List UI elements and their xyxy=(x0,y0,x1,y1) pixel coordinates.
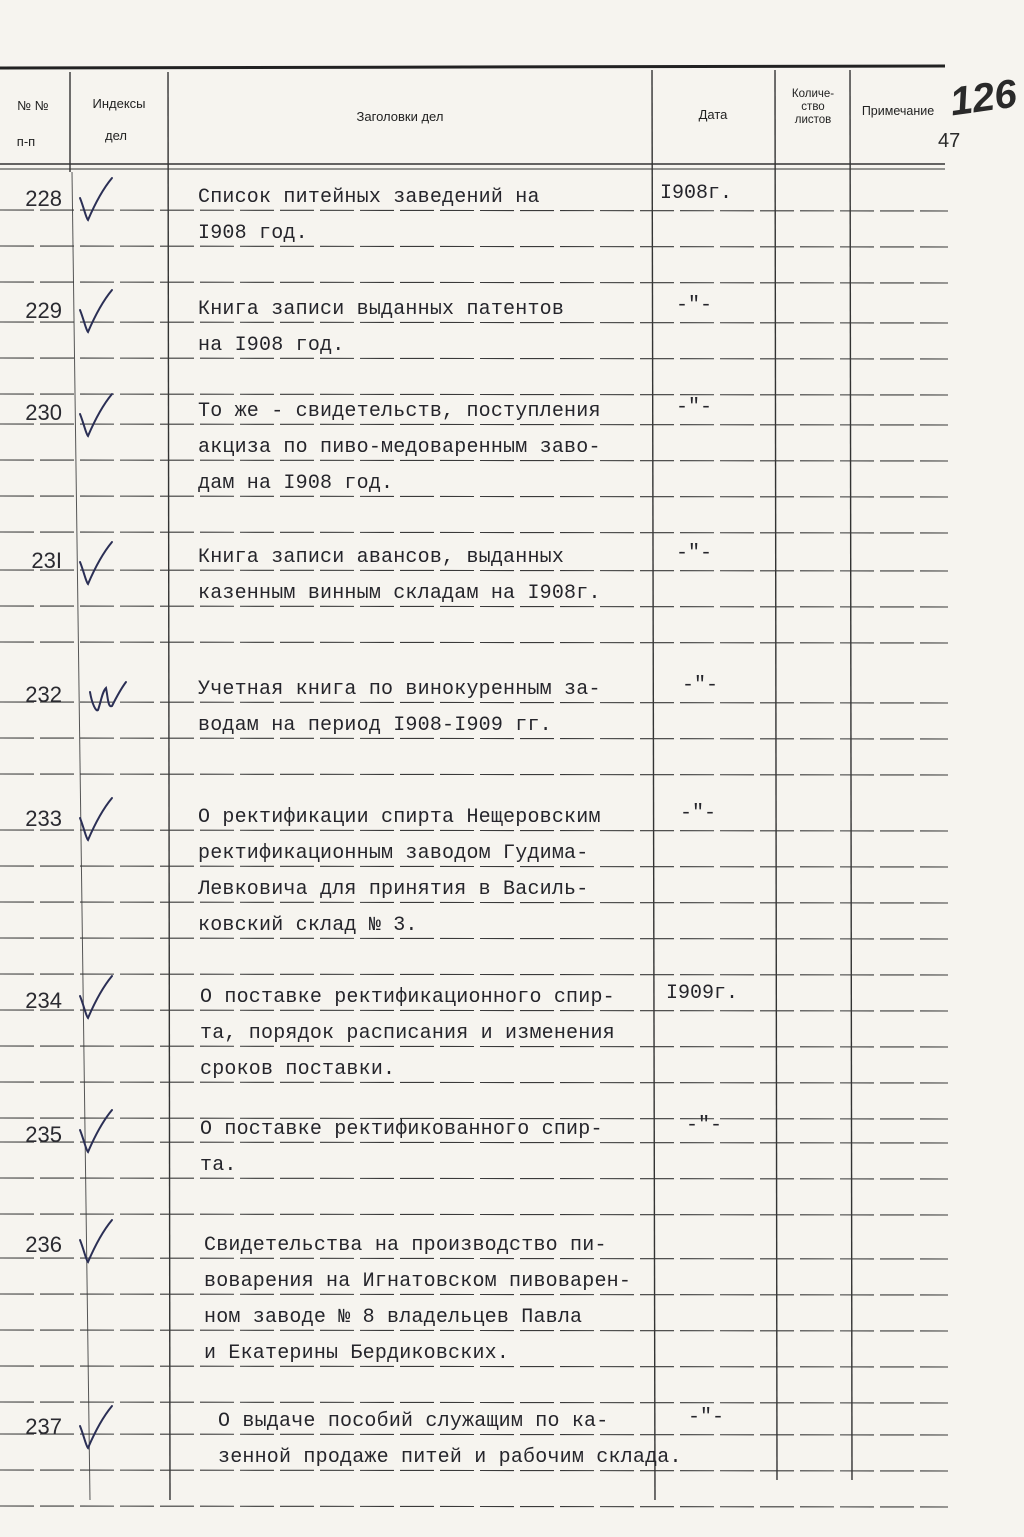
row-number: 233 xyxy=(25,806,62,831)
case-date: -"- xyxy=(680,802,717,825)
case-date: -"- xyxy=(682,674,719,697)
row-number: 229 xyxy=(25,298,62,323)
header-number-sub-label: п-п xyxy=(16,134,36,149)
case-title xyxy=(198,292,564,364)
case-title-line: О ректификации спирта Нещеровским xyxy=(198,806,601,829)
case-title-line: Левковича для принятия в Василь- xyxy=(198,878,589,901)
checkmark-icon xyxy=(68,1104,128,1164)
case-title xyxy=(198,540,601,612)
case-title xyxy=(198,800,601,944)
row-number: 232 xyxy=(25,682,62,707)
case-date: -"- xyxy=(686,1114,723,1137)
case-title xyxy=(200,980,615,1088)
row-number: 236 xyxy=(25,1232,62,1257)
header-number xyxy=(2,98,64,113)
checkmark-icon xyxy=(68,1214,128,1274)
case-title-line: казенным винным складам на I908г. xyxy=(198,582,601,605)
case-title-line: та. xyxy=(200,1154,237,1177)
checkmark-icon xyxy=(68,792,128,852)
header-titles-label: Заголовки дел xyxy=(356,109,444,124)
header-date xyxy=(658,107,768,122)
row-number: 237 xyxy=(25,1414,62,1439)
header-notes-label: Примечание xyxy=(861,104,935,118)
ruled-line xyxy=(0,282,948,283)
header-index-sub xyxy=(86,128,146,143)
header-number-sub xyxy=(2,134,50,149)
case-title-line: Учетная книга по винокуренным за- xyxy=(198,678,601,701)
case-date: -"- xyxy=(676,542,713,565)
case-title-line: ректификационным заводом Гудима- xyxy=(198,842,589,865)
header-sheets xyxy=(778,88,848,127)
header-index-sub-label: дел xyxy=(105,128,127,143)
case-title xyxy=(204,1228,631,1372)
case-title-line: ковский склад № 3. xyxy=(198,914,418,937)
case-title-line: О выдаче пособий служащим по ка- xyxy=(218,1410,609,1433)
ruled-line xyxy=(0,1506,948,1507)
case-title-line: на I908 год. xyxy=(198,334,345,357)
folio-stamp-number: 126 xyxy=(947,71,1020,125)
case-title xyxy=(218,1404,682,1476)
case-title-line: воварения на Игнатовском пивоварен- xyxy=(204,1270,632,1293)
case-date: -"- xyxy=(676,396,713,419)
checkmark-icon xyxy=(68,388,128,448)
case-date: -"- xyxy=(676,294,713,317)
folio-stamp xyxy=(947,72,1019,126)
row-number: 23I xyxy=(31,548,62,573)
ruled-line xyxy=(0,774,948,775)
case-title-line: водам на период I908-I909 гг. xyxy=(198,714,552,737)
case-title-line: О поставке ректификованного спир- xyxy=(200,1118,603,1141)
header-sheets-line3: листов xyxy=(794,114,832,126)
ruled-line xyxy=(0,1402,948,1403)
case-date: I909г. xyxy=(666,982,739,1005)
row-number: 234 xyxy=(25,988,62,1013)
ruled-line xyxy=(0,1214,948,1215)
case-title xyxy=(198,672,601,744)
case-title-line: Книга записи выданных патентов xyxy=(198,298,565,321)
case-title-line: зенной продаже питей и рабочим склада. xyxy=(218,1446,682,1469)
header-date-label: Дата xyxy=(698,107,728,122)
folio-page-number: 47 xyxy=(938,130,961,152)
case-title xyxy=(198,394,601,502)
case-title-line: ном заводе № 8 владельцев Павла xyxy=(204,1306,583,1329)
ruled-line xyxy=(0,974,948,975)
case-title-line: акциза по пиво-медоваренным заво- xyxy=(198,436,601,459)
row-number: 235 xyxy=(25,1122,62,1147)
checkmark-icon xyxy=(68,172,128,232)
case-title-line: Книга записи авансов, выданных xyxy=(198,546,565,569)
header-sheets-line1: Количе- xyxy=(791,88,835,100)
case-date: I908г. xyxy=(660,182,733,205)
header-sheets-line2: ство xyxy=(801,101,825,113)
case-title-line: То же - свидетельств, поступления xyxy=(198,400,601,423)
checkmark-icon xyxy=(68,284,128,344)
checkmark-icon xyxy=(68,970,128,1030)
header-notes xyxy=(852,104,944,118)
header-index xyxy=(74,96,164,111)
header-index-label: Индексы xyxy=(92,96,146,111)
header-number-label: № № xyxy=(17,98,49,113)
checkmark-icon xyxy=(68,1400,128,1460)
case-title-line: I908 год. xyxy=(198,222,308,245)
case-title-line: и Екатерины Бердиковских. xyxy=(204,1342,510,1365)
row-number: 230 xyxy=(25,400,62,425)
ruled-line xyxy=(0,532,948,533)
case-title-line: Свидетельства на производство пи- xyxy=(204,1234,607,1257)
case-title-line: Список питейных заведений на xyxy=(198,186,540,209)
case-title-line: О поставке ректификационного спир- xyxy=(200,986,615,1009)
case-title-line: дам на I908 год. xyxy=(198,472,394,495)
case-title-line: сроков поставки. xyxy=(200,1058,396,1081)
case-date: -"- xyxy=(688,1406,725,1429)
folio-page xyxy=(938,130,960,153)
case-title xyxy=(198,180,540,252)
header-titles xyxy=(300,109,500,124)
case-title xyxy=(200,1112,603,1184)
row-number: 228 xyxy=(25,186,62,211)
checkmark-icon xyxy=(68,536,128,596)
case-title-line: та, порядок расписания и изменения xyxy=(200,1022,615,1045)
ruled-line xyxy=(0,642,948,643)
checkmark-icon xyxy=(68,668,128,728)
